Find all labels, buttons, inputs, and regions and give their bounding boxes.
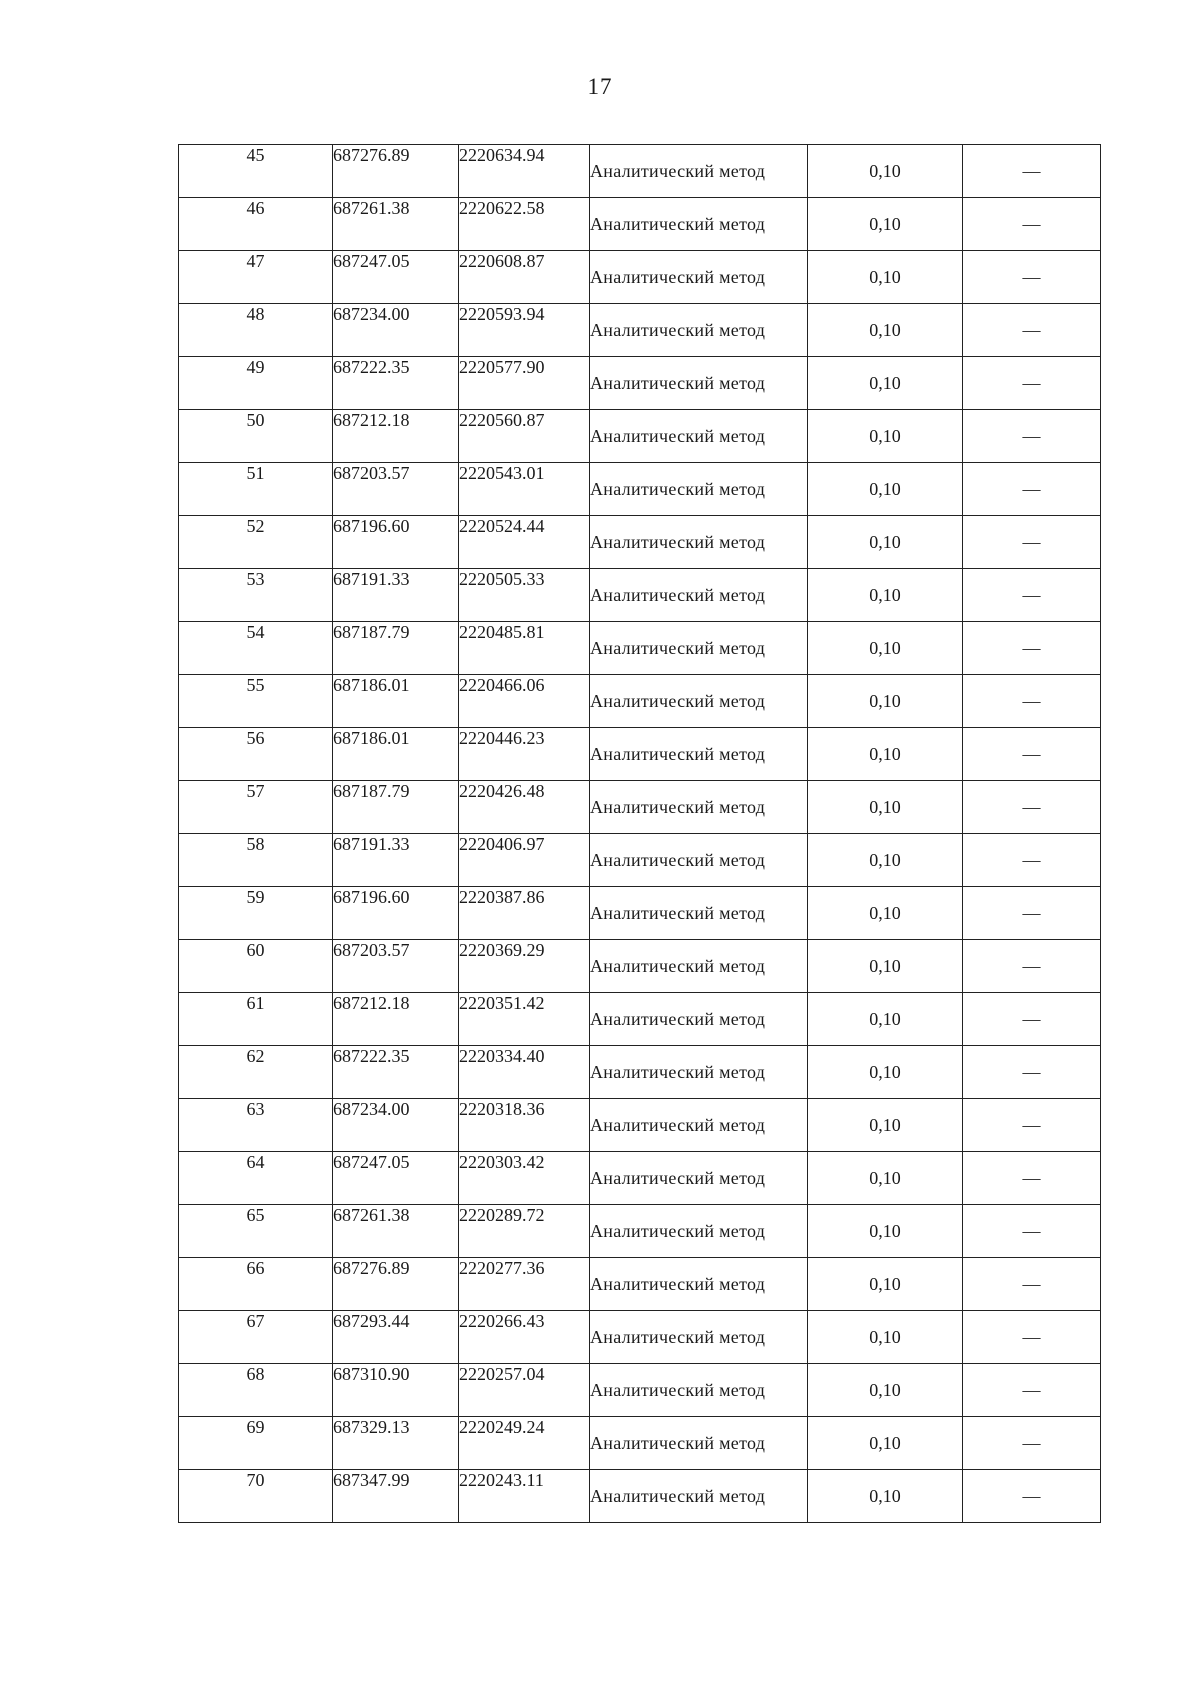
table-row bbox=[179, 251, 1101, 304]
note-cell: — bbox=[963, 410, 1101, 463]
point-number-cell: 49 bbox=[179, 357, 333, 410]
point-number-cell: 66 bbox=[179, 1258, 333, 1311]
note-cell: — bbox=[963, 516, 1101, 569]
table-row bbox=[179, 1470, 1101, 1523]
point-number-cell: 54 bbox=[179, 622, 333, 675]
y-coordinate-cell: 2220608.87 bbox=[459, 251, 590, 304]
point-number-cell: 55 bbox=[179, 675, 333, 728]
method-cell: Аналитический метод bbox=[590, 1152, 808, 1205]
table-row bbox=[179, 516, 1101, 569]
note-cell: — bbox=[963, 463, 1101, 516]
x-coordinate-cell: 687329.13 bbox=[333, 1417, 459, 1470]
y-coordinate-cell: 2220257.04 bbox=[459, 1364, 590, 1417]
x-coordinate-cell: 687196.60 bbox=[333, 887, 459, 940]
x-coordinate-cell: 687187.79 bbox=[333, 781, 459, 834]
point-number-cell: 68 bbox=[179, 1364, 333, 1417]
x-coordinate-cell: 687203.57 bbox=[333, 463, 459, 516]
accuracy-cell: 0,10 bbox=[808, 781, 963, 834]
table-row bbox=[179, 1046, 1101, 1099]
x-coordinate-cell: 687347.99 bbox=[333, 1470, 459, 1523]
method-cell: Аналитический метод bbox=[590, 569, 808, 622]
note-cell: — bbox=[963, 622, 1101, 675]
x-coordinate-cell: 687191.33 bbox=[333, 569, 459, 622]
point-number-cell: 60 bbox=[179, 940, 333, 993]
x-coordinate-cell: 687247.05 bbox=[333, 251, 459, 304]
y-coordinate-cell: 2220266.43 bbox=[459, 1311, 590, 1364]
y-coordinate-cell: 2220505.33 bbox=[459, 569, 590, 622]
point-number-cell: 65 bbox=[179, 1205, 333, 1258]
method-cell: Аналитический метод bbox=[590, 834, 808, 887]
point-number-cell: 69 bbox=[179, 1417, 333, 1470]
point-number-cell: 70 bbox=[179, 1470, 333, 1523]
x-coordinate-cell: 687212.18 bbox=[333, 993, 459, 1046]
point-number-cell: 46 bbox=[179, 198, 333, 251]
method-cell: Аналитический метод bbox=[590, 940, 808, 993]
table-row bbox=[179, 887, 1101, 940]
point-number-cell: 67 bbox=[179, 1311, 333, 1364]
x-coordinate-cell: 687186.01 bbox=[333, 728, 459, 781]
accuracy-cell: 0,10 bbox=[808, 410, 963, 463]
accuracy-cell: 0,10 bbox=[808, 251, 963, 304]
point-number-cell: 51 bbox=[179, 463, 333, 516]
accuracy-cell: 0,10 bbox=[808, 1258, 963, 1311]
table-row bbox=[179, 145, 1101, 198]
accuracy-cell: 0,10 bbox=[808, 1470, 963, 1523]
y-coordinate-cell: 2220406.97 bbox=[459, 834, 590, 887]
table-row bbox=[179, 728, 1101, 781]
accuracy-cell: 0,10 bbox=[808, 622, 963, 675]
x-coordinate-cell: 687212.18 bbox=[333, 410, 459, 463]
table-row bbox=[179, 1364, 1101, 1417]
y-coordinate-cell: 2220593.94 bbox=[459, 304, 590, 357]
y-coordinate-cell: 2220277.36 bbox=[459, 1258, 590, 1311]
y-coordinate-cell: 2220622.58 bbox=[459, 198, 590, 251]
point-number-cell: 63 bbox=[179, 1099, 333, 1152]
note-cell: — bbox=[963, 1364, 1101, 1417]
note-cell: — bbox=[963, 1417, 1101, 1470]
point-number-cell: 50 bbox=[179, 410, 333, 463]
note-cell: — bbox=[963, 1152, 1101, 1205]
accuracy-cell: 0,10 bbox=[808, 304, 963, 357]
note-cell: — bbox=[963, 1205, 1101, 1258]
x-coordinate-cell: 687276.89 bbox=[333, 1258, 459, 1311]
note-cell: — bbox=[963, 1470, 1101, 1523]
y-coordinate-cell: 2220446.23 bbox=[459, 728, 590, 781]
x-coordinate-cell: 687234.00 bbox=[333, 304, 459, 357]
accuracy-cell: 0,10 bbox=[808, 1152, 963, 1205]
x-coordinate-cell: 687187.79 bbox=[333, 622, 459, 675]
accuracy-cell: 0,10 bbox=[808, 728, 963, 781]
y-coordinate-cell: 2220289.72 bbox=[459, 1205, 590, 1258]
x-coordinate-cell: 687293.44 bbox=[333, 1311, 459, 1364]
x-coordinate-cell: 687261.38 bbox=[333, 1205, 459, 1258]
y-coordinate-cell: 2220369.29 bbox=[459, 940, 590, 993]
method-cell: Аналитический метод bbox=[590, 993, 808, 1046]
note-cell: — bbox=[963, 357, 1101, 410]
method-cell: Аналитический метод bbox=[590, 251, 808, 304]
accuracy-cell: 0,10 bbox=[808, 675, 963, 728]
accuracy-cell: 0,10 bbox=[808, 145, 963, 198]
table-row bbox=[179, 410, 1101, 463]
note-cell: — bbox=[963, 940, 1101, 993]
method-cell: Аналитический метод bbox=[590, 1311, 808, 1364]
point-number-cell: 57 bbox=[179, 781, 333, 834]
accuracy-cell: 0,10 bbox=[808, 993, 963, 1046]
y-coordinate-cell: 2220543.01 bbox=[459, 463, 590, 516]
method-cell: Аналитический метод bbox=[590, 463, 808, 516]
y-coordinate-cell: 2220249.24 bbox=[459, 1417, 590, 1470]
note-cell: — bbox=[963, 1099, 1101, 1152]
note-cell: — bbox=[963, 569, 1101, 622]
x-coordinate-cell: 687203.57 bbox=[333, 940, 459, 993]
y-coordinate-cell: 2220577.90 bbox=[459, 357, 590, 410]
accuracy-cell: 0,10 bbox=[808, 834, 963, 887]
y-coordinate-cell: 2220560.87 bbox=[459, 410, 590, 463]
accuracy-cell: 0,10 bbox=[808, 887, 963, 940]
x-coordinate-cell: 687186.01 bbox=[333, 675, 459, 728]
coordinates-table bbox=[178, 144, 1101, 1523]
table-row bbox=[179, 357, 1101, 410]
method-cell: Аналитический метод bbox=[590, 1470, 808, 1523]
point-number-cell: 52 bbox=[179, 516, 333, 569]
note-cell: — bbox=[963, 198, 1101, 251]
point-number-cell: 64 bbox=[179, 1152, 333, 1205]
table-row bbox=[179, 1417, 1101, 1470]
method-cell: Аналитический метод bbox=[590, 781, 808, 834]
point-number-cell: 58 bbox=[179, 834, 333, 887]
method-cell: Аналитический метод bbox=[590, 516, 808, 569]
x-coordinate-cell: 687247.05 bbox=[333, 1152, 459, 1205]
x-coordinate-cell: 687191.33 bbox=[333, 834, 459, 887]
x-coordinate-cell: 687234.00 bbox=[333, 1099, 459, 1152]
method-cell: Аналитический метод bbox=[590, 675, 808, 728]
y-coordinate-cell: 2220524.44 bbox=[459, 516, 590, 569]
point-number-cell: 62 bbox=[179, 1046, 333, 1099]
y-coordinate-cell: 2220466.06 bbox=[459, 675, 590, 728]
method-cell: Аналитический метод bbox=[590, 1205, 808, 1258]
method-cell: Аналитический метод bbox=[590, 304, 808, 357]
table-row bbox=[179, 675, 1101, 728]
table-row bbox=[179, 781, 1101, 834]
y-coordinate-cell: 2220387.86 bbox=[459, 887, 590, 940]
note-cell: — bbox=[963, 728, 1101, 781]
y-coordinate-cell: 2220318.36 bbox=[459, 1099, 590, 1152]
accuracy-cell: 0,10 bbox=[808, 940, 963, 993]
note-cell: — bbox=[963, 781, 1101, 834]
accuracy-cell: 0,10 bbox=[808, 1311, 963, 1364]
accuracy-cell: 0,10 bbox=[808, 1205, 963, 1258]
x-coordinate-cell: 687310.90 bbox=[333, 1364, 459, 1417]
table-row bbox=[179, 993, 1101, 1046]
note-cell: — bbox=[963, 251, 1101, 304]
point-number-cell: 53 bbox=[179, 569, 333, 622]
table-row bbox=[179, 622, 1101, 675]
y-coordinate-cell: 2220485.81 bbox=[459, 622, 590, 675]
x-coordinate-cell: 687222.35 bbox=[333, 1046, 459, 1099]
accuracy-cell: 0,10 bbox=[808, 357, 963, 410]
point-number-cell: 59 bbox=[179, 887, 333, 940]
method-cell: Аналитический метод bbox=[590, 198, 808, 251]
point-number-cell: 45 bbox=[179, 145, 333, 198]
point-number-cell: 61 bbox=[179, 993, 333, 1046]
method-cell: Аналитический метод bbox=[590, 1258, 808, 1311]
table-row bbox=[179, 304, 1101, 357]
y-coordinate-cell: 2220243.11 bbox=[459, 1470, 590, 1523]
note-cell: — bbox=[963, 887, 1101, 940]
page-number: 17 bbox=[587, 74, 613, 99]
method-cell: Аналитический метод bbox=[590, 1364, 808, 1417]
accuracy-cell: 0,10 bbox=[808, 516, 963, 569]
point-number-cell: 48 bbox=[179, 304, 333, 357]
y-coordinate-cell: 2220351.42 bbox=[459, 993, 590, 1046]
x-coordinate-cell: 687222.35 bbox=[333, 357, 459, 410]
method-cell: Аналитический метод bbox=[590, 1417, 808, 1470]
y-coordinate-cell: 2220303.42 bbox=[459, 1152, 590, 1205]
note-cell: — bbox=[963, 834, 1101, 887]
point-number-cell: 47 bbox=[179, 251, 333, 304]
y-coordinate-cell: 2220634.94 bbox=[459, 145, 590, 198]
note-cell: — bbox=[963, 304, 1101, 357]
note-cell: — bbox=[963, 1046, 1101, 1099]
method-cell: Аналитический метод bbox=[590, 728, 808, 781]
note-cell: — bbox=[963, 1258, 1101, 1311]
accuracy-cell: 0,10 bbox=[808, 463, 963, 516]
method-cell: Аналитический метод bbox=[590, 357, 808, 410]
accuracy-cell: 0,10 bbox=[808, 1046, 963, 1099]
x-coordinate-cell: 687196.60 bbox=[333, 516, 459, 569]
note-cell: — bbox=[963, 993, 1101, 1046]
x-coordinate-cell: 687261.38 bbox=[333, 198, 459, 251]
coordinates-table-body bbox=[179, 145, 1101, 1523]
table-row bbox=[179, 1205, 1101, 1258]
table-row bbox=[179, 569, 1101, 622]
table-row bbox=[179, 198, 1101, 251]
table-row bbox=[179, 1099, 1101, 1152]
table-row bbox=[179, 1152, 1101, 1205]
table-row bbox=[179, 1258, 1101, 1311]
accuracy-cell: 0,10 bbox=[808, 198, 963, 251]
y-coordinate-cell: 2220426.48 bbox=[459, 781, 590, 834]
method-cell: Аналитический метод bbox=[590, 887, 808, 940]
accuracy-cell: 0,10 bbox=[808, 1364, 963, 1417]
method-cell: Аналитический метод bbox=[590, 145, 808, 198]
accuracy-cell: 0,10 bbox=[808, 1417, 963, 1470]
y-coordinate-cell: 2220334.40 bbox=[459, 1046, 590, 1099]
note-cell: — bbox=[963, 1311, 1101, 1364]
table-row bbox=[179, 1311, 1101, 1364]
table-row bbox=[179, 834, 1101, 887]
method-cell: Аналитический метод bbox=[590, 410, 808, 463]
method-cell: Аналитический метод bbox=[590, 622, 808, 675]
method-cell: Аналитический метод bbox=[590, 1046, 808, 1099]
x-coordinate-cell: 687276.89 bbox=[333, 145, 459, 198]
note-cell: — bbox=[963, 675, 1101, 728]
point-number-cell: 56 bbox=[179, 728, 333, 781]
accuracy-cell: 0,10 bbox=[808, 1099, 963, 1152]
accuracy-cell: 0,10 bbox=[808, 569, 963, 622]
table-row bbox=[179, 463, 1101, 516]
note-cell: — bbox=[963, 145, 1101, 198]
table-row bbox=[179, 940, 1101, 993]
method-cell: Аналитический метод bbox=[590, 1099, 808, 1152]
